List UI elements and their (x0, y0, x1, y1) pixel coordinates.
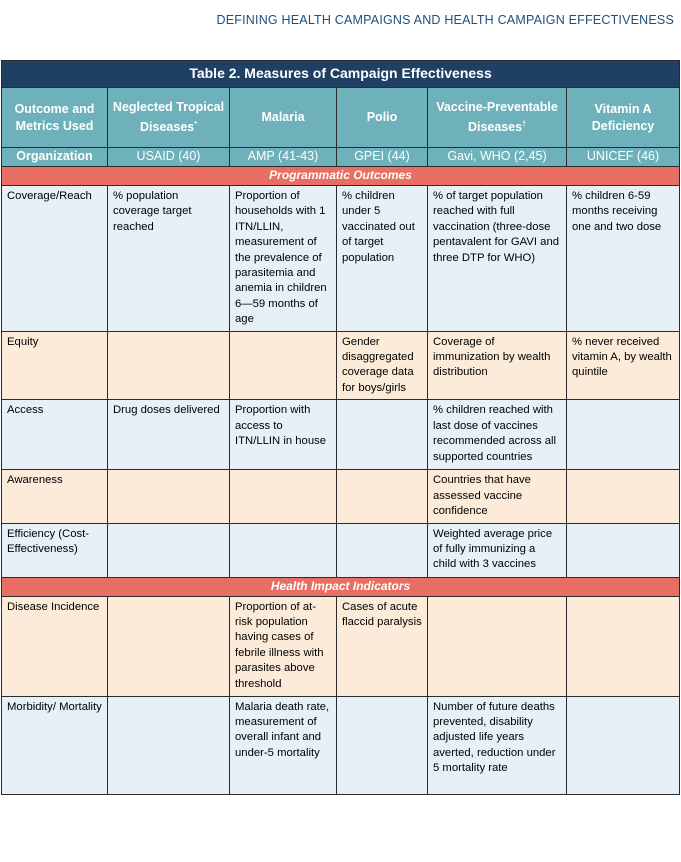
header-vitamin-a: Vitamin A Deficiency (567, 88, 680, 148)
table-cell: Cases of acute flaccid paralysis (337, 596, 428, 696)
column-header-row (2, 88, 680, 148)
section-title: Programmatic Outcomes (2, 167, 680, 186)
running-head: DEFINING HEALTH CAMPAIGNS AND HEALTH CAMPAIGN EFFECTIVENESS (216, 13, 674, 27)
row-metric: Awareness (2, 470, 108, 523)
table-row (2, 596, 680, 696)
org-vitamin-a: UNICEF (46) (567, 148, 680, 167)
table-cell: % of target population reached with full vaccination (three-dose pentavalent for GAVI and three DTP for WHO) (428, 186, 567, 332)
table-row (2, 696, 680, 794)
table-cell: % children reached with last dose of vaccines recommended across all supported countries (428, 400, 567, 470)
org-vpd: Gavi, WHO (2,45) (428, 148, 567, 167)
table-cell: Countries that have assessed vaccine confidence (428, 470, 567, 523)
header-ntd: Neglected Tropical Diseases* (108, 88, 230, 148)
table-cell (567, 470, 680, 523)
table-row (2, 470, 680, 523)
table-row (2, 400, 680, 470)
table-cell: % children under 5 vaccinated out of target population (337, 186, 428, 332)
table-cell: Proportion of households with 1 ITN/LLIN, measurement of the prevalence of parasitemia and anemia in children 6—59 months of age (230, 186, 337, 332)
measures-table (1, 60, 680, 795)
table-cell (230, 523, 337, 577)
table-cell: Proportion of at-risk population having cases of febrile illness with parasites above threshold (230, 596, 337, 696)
row-metric: Coverage/Reach (2, 186, 108, 332)
organization-label: Organization (2, 148, 108, 167)
table-title-row (2, 61, 680, 88)
table-row (2, 523, 680, 577)
table-cell (230, 331, 337, 400)
table-cell: Coverage of immunization by wealth distribution (428, 331, 567, 400)
table-cell: % population coverage target reached (108, 186, 230, 332)
table-cell (337, 470, 428, 523)
row-metric: Disease Incidence (2, 596, 108, 696)
table-cell (108, 696, 230, 794)
row-metric: Access (2, 400, 108, 470)
table-cell (567, 400, 680, 470)
table-cell: Drug doses delivered (108, 400, 230, 470)
table-cell: Gender disaggregated coverage data for boys/girls (337, 331, 428, 400)
header-polio: Polio (337, 88, 428, 148)
table-cell (108, 596, 230, 696)
header-outcome-metrics: Outcome and Metrics Used (2, 88, 108, 148)
table-cell (337, 696, 428, 794)
section-title: Health Impact Indicators (2, 577, 680, 596)
table-cell (428, 596, 567, 696)
table-title: Table 2. Measures of Campaign Effectiveness (2, 61, 680, 88)
table-cell: Proportion with access to ITN/LLIN in house (230, 400, 337, 470)
table-cell (567, 696, 680, 794)
table-cell: % never received vitamin A, by wealth quintile (567, 331, 680, 400)
row-metric: Morbidity/ Mortality (2, 696, 108, 794)
table-cell: Weighted average price of fully immunizing a child with 3 vaccines (428, 523, 567, 577)
table-cell (337, 523, 428, 577)
table-cell: % children 6-59 months receiving one and two dose (567, 186, 680, 332)
table-row (2, 331, 680, 400)
table-cell: Number of future deaths prevented, disability adjusted life years averted, reduction under 5 mortality rate (428, 696, 567, 794)
table-cell (337, 400, 428, 470)
section-header-programmatic (2, 167, 680, 186)
header-malaria: Malaria (230, 88, 337, 148)
table-cell (567, 523, 680, 577)
table-cell (230, 470, 337, 523)
organization-row (2, 148, 680, 167)
org-malaria: AMP (41-43) (230, 148, 337, 167)
header-vpd: Vaccine-Preventable Diseases† (428, 88, 567, 148)
table-cell: Malaria death rate, measurement of overall infant and under-5 mortality (230, 696, 337, 794)
org-polio: GPEI (44) (337, 148, 428, 167)
section-header-health-impact (2, 577, 680, 596)
table-cell (108, 470, 230, 523)
row-metric: Equity (2, 331, 108, 400)
table-cell (567, 596, 680, 696)
table-cell (108, 331, 230, 400)
table-cell (108, 523, 230, 577)
row-metric: Efficiency (Cost-Effectiveness) (2, 523, 108, 577)
org-ntd: USAID (40) (108, 148, 230, 167)
table-row (2, 186, 680, 332)
